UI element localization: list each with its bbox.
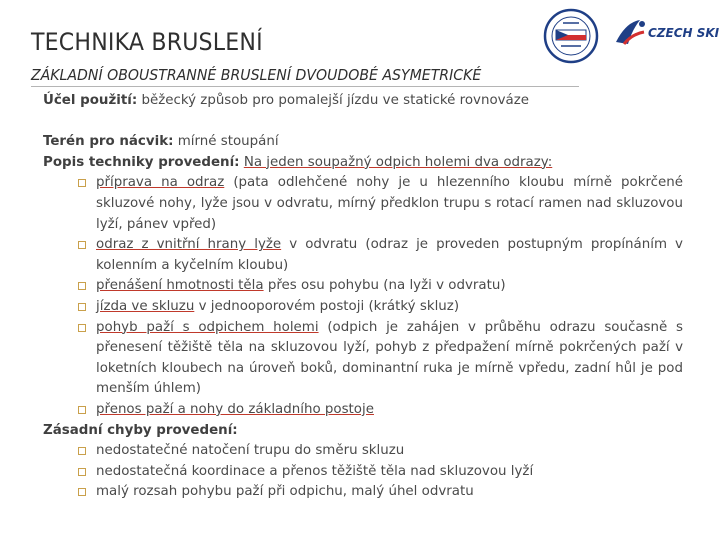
slide-title: TECHNIKA BRUSLENÍ [31, 28, 263, 56]
item-key: pohyb paží s odpichem holemi [96, 319, 319, 335]
usage-label: Účel použití: [43, 93, 138, 108]
technique-label: Popis techniky provedení: [43, 154, 240, 170]
title-divider [31, 86, 579, 87]
usage-line [43, 91, 683, 112]
item-key: příprava na odraz [96, 175, 225, 191]
item-text: (pata odlehčené nohy je u hlezenního kloubu mírně pokrčené skluzové nohy, lyže jsou v odvratu, mírný předklon trupu s rotací ramen nad skluzovou lyží, pánev vpřed) [96, 175, 683, 232]
item-key: přenos paží a nohy do základního postoje [96, 401, 374, 417]
list-item [96, 173, 683, 235]
bullet-icon [78, 324, 86, 332]
czech-ski-logo [612, 14, 720, 54]
bullet-icon [78, 241, 86, 249]
terrain-text: mírné stoupání [173, 134, 279, 150]
technique-intro: Na jeden soupažný odpich holemi dva odrazy: [243, 154, 553, 170]
bullet-icon [78, 282, 86, 290]
list-item [96, 276, 683, 297]
errors-line [43, 421, 683, 442]
item-key: jízda ve skluzu [96, 298, 195, 314]
bullet-icon [78, 447, 86, 455]
item-text: přes osu pohybu (na lyži v odvratu) [263, 278, 506, 294]
error-item [96, 462, 683, 483]
terrain-line [43, 132, 683, 153]
bullet-icon [78, 179, 86, 187]
item-text: v jednooporovém postoji (krátký skluz) [194, 298, 460, 314]
error-text: nedostatečné natočení trupu do směru skluzu [96, 443, 405, 459]
technique-list [43, 173, 683, 420]
errors-list [43, 441, 683, 503]
item-text: (odpich je zahájen v průběhu odrazu současně s přenesení těžiště těla na skluzovou lyží, pohyb z předpažení mírně pokrčených paží v loketních kloubech na úroveň boků, dominantní ruka je mírně vpředu, zadní hůl je pod menším úhlem) [96, 319, 683, 397]
technique-line [43, 153, 683, 174]
bullet-icon [78, 468, 86, 476]
slide-body [43, 91, 683, 503]
error-item [96, 482, 683, 503]
bullet-icon [78, 406, 86, 414]
list-item [96, 297, 683, 318]
error-text: malý rozsah pohybu paží při odpichu, malý úhel odvratu [96, 484, 474, 500]
error-text: nedostatečná koordinace a přenos těžiště těla nad skluzovou lyží [96, 463, 534, 479]
list-item [96, 400, 683, 421]
item-key: odraz z vnitřní hrany lyže [96, 237, 282, 253]
bullet-icon [78, 488, 86, 496]
logo-text: CZECH SKI [648, 26, 720, 40]
terrain-label: Terén pro nácvik: [43, 134, 174, 150]
slide-subtitle: ZÁKLADNÍ OBOUSTRANNÉ BRUSLENÍ DVOUDOBÉ ASYMETRICKÉ [31, 66, 482, 84]
usage-text: běžecký způsob pro pomalejší jízdu ve statické rovnováze [137, 93, 530, 108]
item-key: přenášení hmotnosti těla [96, 278, 264, 294]
czech-ski-association-emblem-icon [541, 8, 601, 64]
error-item [96, 441, 683, 462]
errors-label: Zásadní chyby provedení: [43, 422, 238, 438]
bullet-icon [78, 303, 86, 311]
item-text: v odvratu (odraz je proveden postupným propínáním v kolenním a kyčelním kloubu) [96, 237, 683, 273]
list-item [96, 318, 683, 400]
list-item [96, 235, 683, 276]
